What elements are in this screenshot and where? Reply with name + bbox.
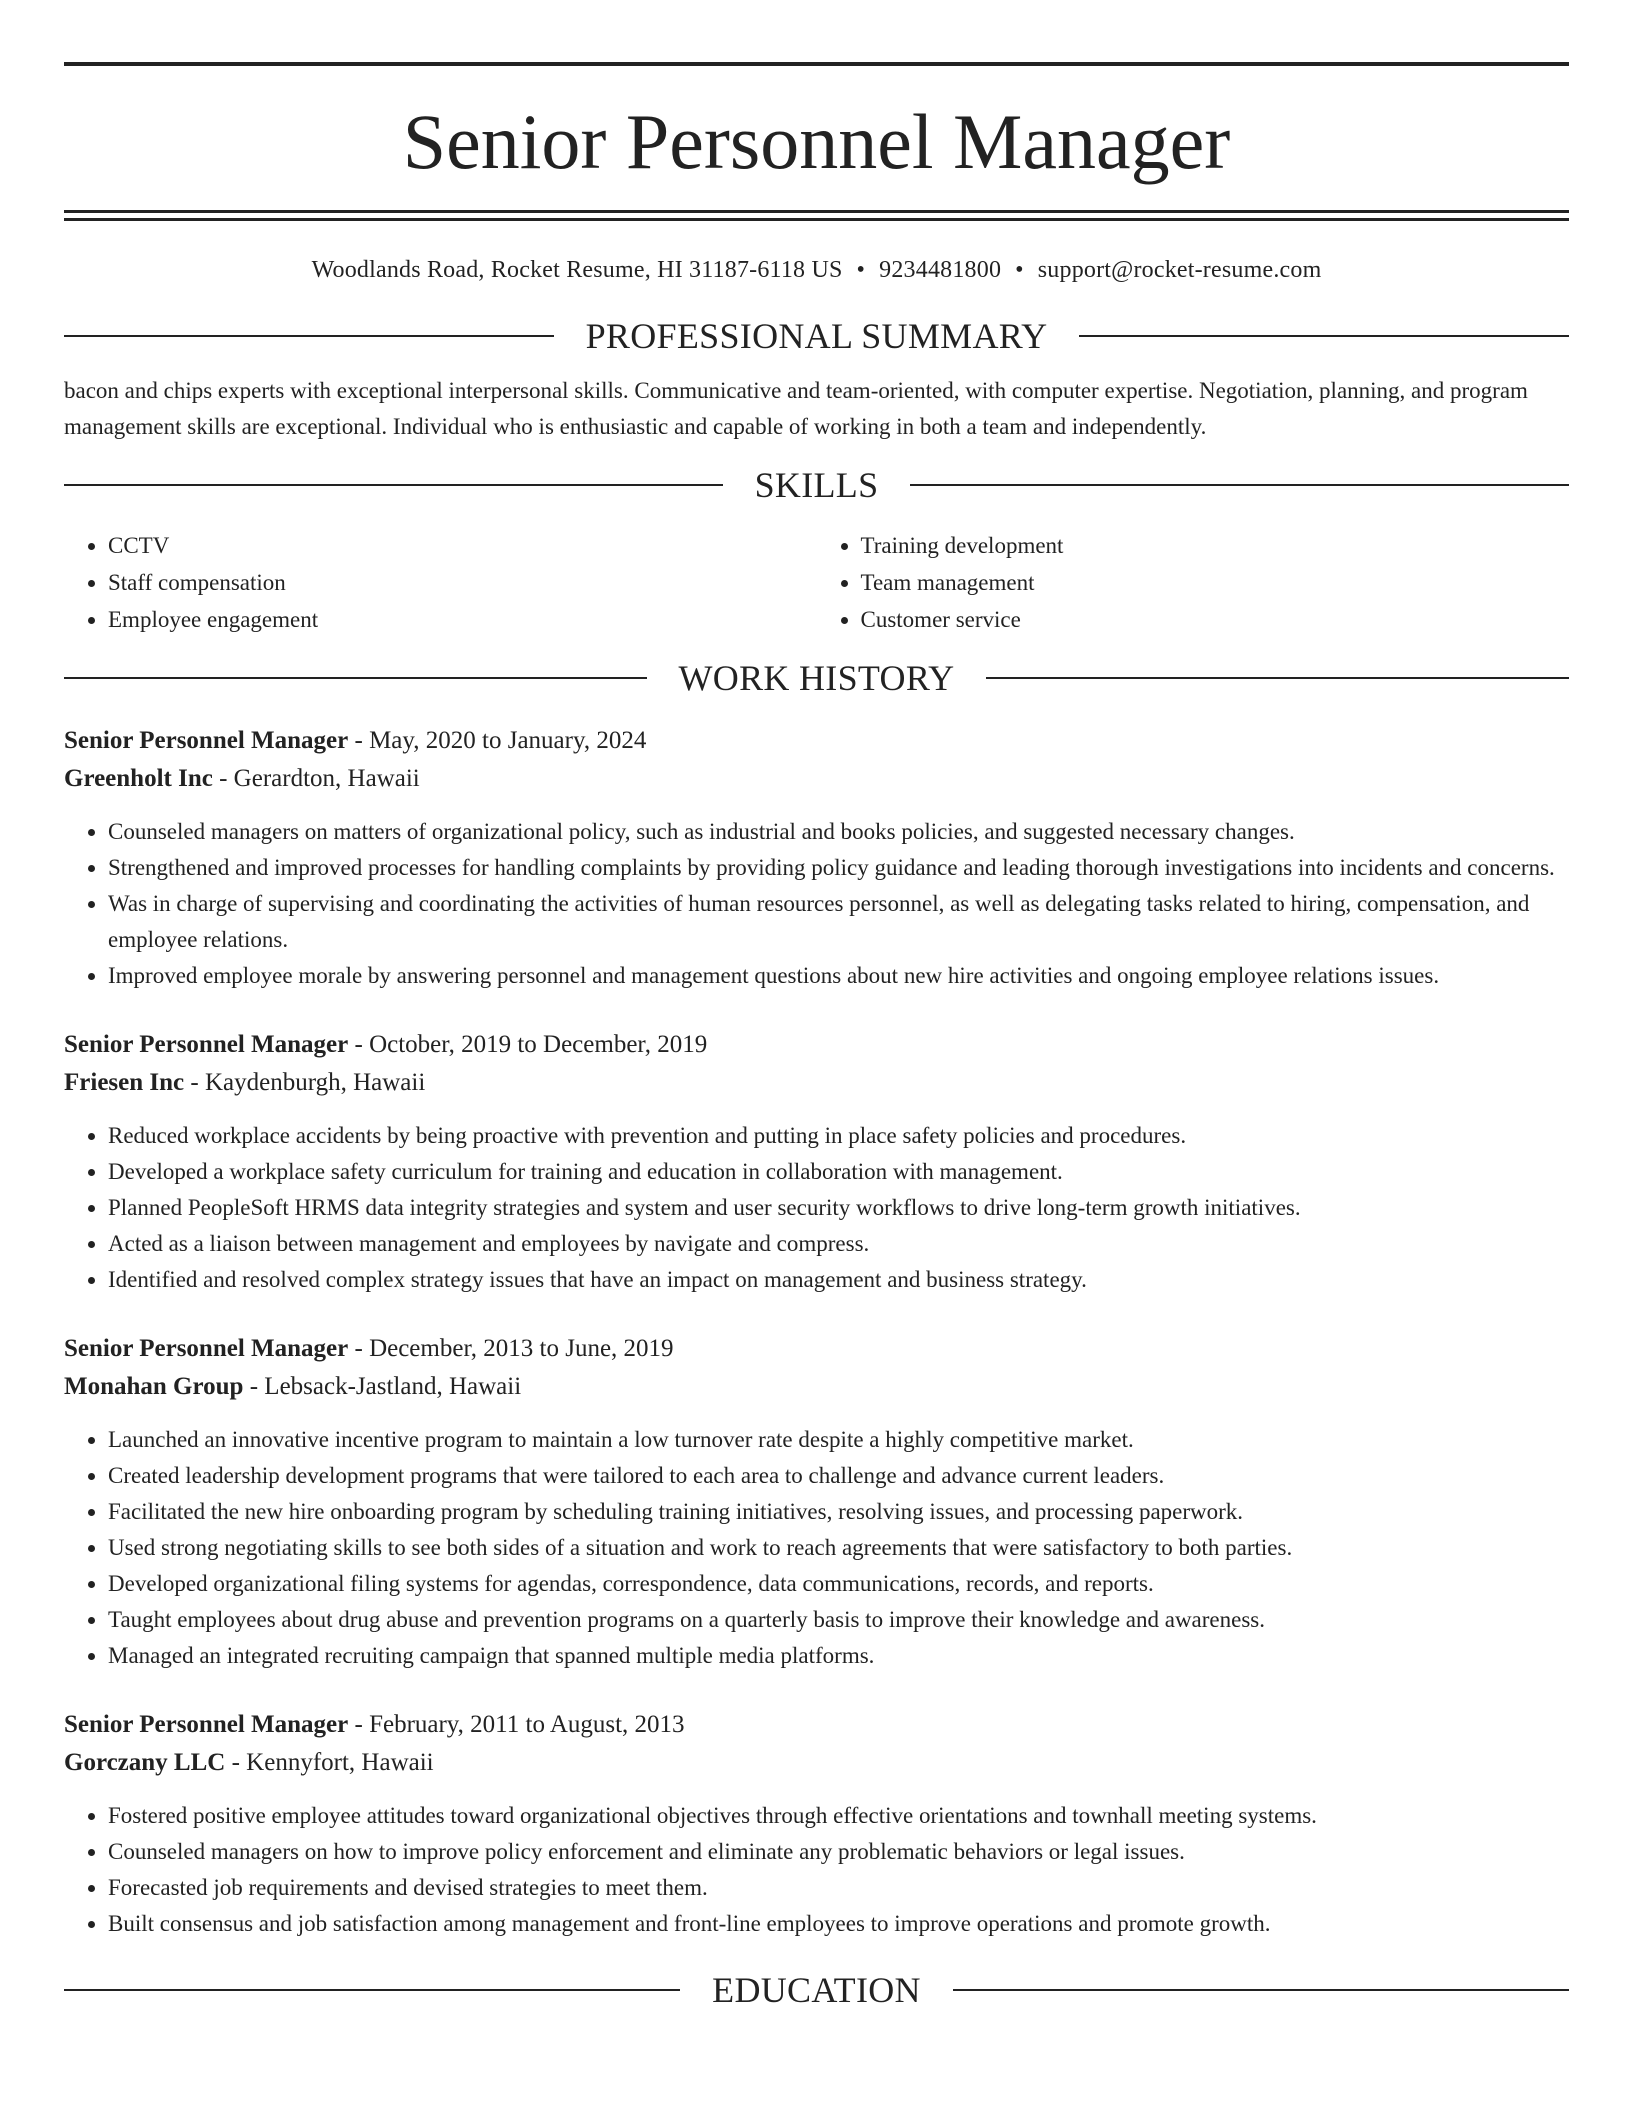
skill-item: • CCTV [108, 527, 817, 564]
job-bullet: • Taught employees about drug abuse and prevention programs on a quarterly basis to improve their knowledge and awareness. [108, 1602, 1569, 1638]
job-bullet: • Planned PeopleSoft HRMS data integrity strategies and system and user security workflows to drive long-term growth initiatives. [108, 1190, 1569, 1226]
job-company: Greenholt Inc [64, 765, 213, 792]
section-heading-education [64, 1970, 1569, 2010]
skill-item: • Employee engagement [108, 601, 817, 638]
job-location: Lebsack-Jastland, Hawaii [264, 1373, 522, 1400]
skills-list [64, 527, 1569, 638]
summary-text: bacon and chips experts with exceptional interpersonal skills. Communicative and team-oriented, with computer expertise. Negotiation, planning, and program management skills are exceptional. Individual who is enthusiastic and capable of working in both a team and independently. [64, 378, 1528, 439]
job-company: Gorczany LLC [64, 1749, 226, 1776]
job-bullet: • Launched an innovative incentive program to maintain a low turnover rate despite a highly competitive market. [108, 1422, 1569, 1458]
job-entry [64, 722, 1569, 994]
section-title: WORK HISTORY [678, 658, 955, 698]
contact-email[interactable]: support@rocket-resume.com [1037, 257, 1322, 283]
heading-rule [986, 677, 1569, 679]
job-company-line: Monahan Group - Lebsack-Jastland, Hawaii [64, 1373, 522, 1400]
skill-item: • Staff compensation [108, 564, 817, 601]
job-location: Gerardton, Hawaii [233, 765, 420, 792]
job-title: Senior Personnel Manager [64, 1335, 349, 1362]
section-heading-summary [64, 316, 1569, 356]
job-bullets [64, 1422, 1569, 1674]
job-company-line: Friesen Inc - Kaydenburgh, Hawaii [64, 1069, 426, 1096]
section-heading-work [64, 658, 1569, 698]
job-title: Senior Personnel Manager [64, 1031, 349, 1058]
job-title: Senior Personnel Manager [64, 727, 349, 754]
job-dates: December, 2013 to June, 2019 [369, 1335, 674, 1362]
job-title-line: Senior Personnel Manager - May, 2020 to January, 2024 [64, 727, 647, 754]
job-dates: October, 2019 to December, 2019 [369, 1031, 708, 1058]
resume-page [64, 62, 1569, 2010]
heading-rule [1079, 335, 1569, 337]
skill-item: • Training development [861, 527, 1570, 564]
bullet-separator: • [856, 257, 866, 283]
top-rule [64, 62, 1569, 66]
job-bullet: • Acted as a liaison between management and employees by navigate and compress. [108, 1226, 1569, 1262]
heading-rule [64, 335, 554, 337]
section-heading-skills [64, 465, 1569, 505]
job-bullet: • Developed organizational filing systems for agendas, correspondence, data communications, records, and reports. [108, 1566, 1569, 1602]
heading-rule [910, 484, 1569, 486]
job-bullets [64, 1118, 1569, 1298]
job-bullet: • Was in charge of supervising and coordinating the activities of human resources personnel, as well as delegating tasks related to hiring, compensation, and employee relations. [108, 886, 1569, 958]
job-title: Senior Personnel Manager [64, 1711, 349, 1738]
heading-rule [953, 1989, 1569, 1991]
header-double-rule [64, 210, 1569, 220]
contact-address: Woodlands Road, Rocket Resume, HI 31187-6118 US [311, 257, 843, 283]
skills-column-right [817, 527, 1570, 638]
job-entry [64, 1330, 1569, 1674]
contact-phone: 9234481800 [879, 257, 1002, 283]
candidate-name: Senior Personnel Manager [402, 98, 1231, 185]
section-title: EDUCATION [712, 1970, 921, 2010]
heading-rule [64, 1989, 680, 1991]
job-location: Kennyfort, Hawaii [246, 1749, 434, 1776]
heading-rule [64, 677, 647, 679]
job-bullet: • Reduced workplace accidents by being proactive with prevention and putting in place safety policies and procedures. [108, 1118, 1569, 1154]
job-bullets [64, 814, 1569, 994]
skill-item: • Customer service [861, 601, 1570, 638]
bullet-separator: • [1015, 257, 1024, 283]
job-company-line: Gorczany LLC - Kennyfort, Hawaii [64, 1749, 434, 1776]
job-title-line: Senior Personnel Manager - February, 2011 to August, 2013 [64, 1711, 685, 1738]
job-bullet: • Improved employee morale by answering personnel and management questions about new hire activities and ongoing employee relations issues. [108, 958, 1569, 994]
section-title: SKILLS [754, 465, 879, 505]
job-company: Monahan Group [64, 1373, 244, 1400]
job-location: Kaydenburgh, Hawaii [204, 1069, 426, 1096]
job-bullet: • Strengthened and improved processes for handling complaints by providing policy guidance and leading thorough investigations into incidents and concerns. [108, 850, 1569, 886]
skills-column-left [64, 527, 817, 638]
skill-item: • Team management [861, 564, 1570, 601]
job-dates: May, 2020 to January, 2024 [369, 727, 647, 754]
job-company-line: Greenholt Inc - Gerardton, Hawaii [64, 765, 420, 792]
job-bullet: • Built consensus and job satisfaction among management and front-line employees to improve operations and promote growth. [108, 1906, 1569, 1942]
job-bullet: • Facilitated the new hire onboarding program by scheduling training initiatives, resolving issues, and processing paperwork. [108, 1494, 1569, 1530]
heading-rule [64, 484, 723, 486]
job-bullet: • Identified and resolved complex strategy issues that have an impact on management and business strategy. [108, 1262, 1569, 1298]
job-bullet: • Created leadership development programs that were tailored to each area to challenge and advance current leaders. [108, 1458, 1569, 1494]
job-bullet: • Counseled managers on matters of organizational policy, such as industrial and books policies, and suggested necessary changes. [108, 814, 1569, 850]
job-entry [64, 1706, 1569, 1942]
job-bullet: • Managed an integrated recruiting campaign that spanned multiple media platforms. [108, 1638, 1569, 1674]
job-bullet: • Fostered positive employee attitudes toward organizational objectives through effective orientations and townhall meeting systems. [108, 1798, 1569, 1834]
job-dates: February, 2011 to August, 2013 [369, 1711, 685, 1738]
job-bullet: • Developed a workplace safety curriculum for training and education in collaboration with management. [108, 1154, 1569, 1190]
contact-line [64, 257, 1569, 287]
job-entry [64, 1026, 1569, 1298]
job-bullet: • Counseled managers on how to improve policy enforcement and eliminate any problematic behaviors or legal issues. [108, 1834, 1569, 1870]
section-title: PROFESSIONAL SUMMARY [585, 316, 1048, 356]
job-title-line: Senior Personnel Manager - December, 2013 to June, 2019 [64, 1335, 674, 1362]
job-bullet: • Used strong negotiating skills to see both sides of a situation and work to reach agreements that were satisfactory to both parties. [108, 1530, 1569, 1566]
job-bullets [64, 1798, 1569, 1942]
job-title-line: Senior Personnel Manager - October, 2019 to December, 2019 [64, 1031, 708, 1058]
job-bullet: • Forecasted job requirements and devised strategies to meet them. [108, 1870, 1569, 1906]
job-company: Friesen Inc [64, 1069, 185, 1096]
